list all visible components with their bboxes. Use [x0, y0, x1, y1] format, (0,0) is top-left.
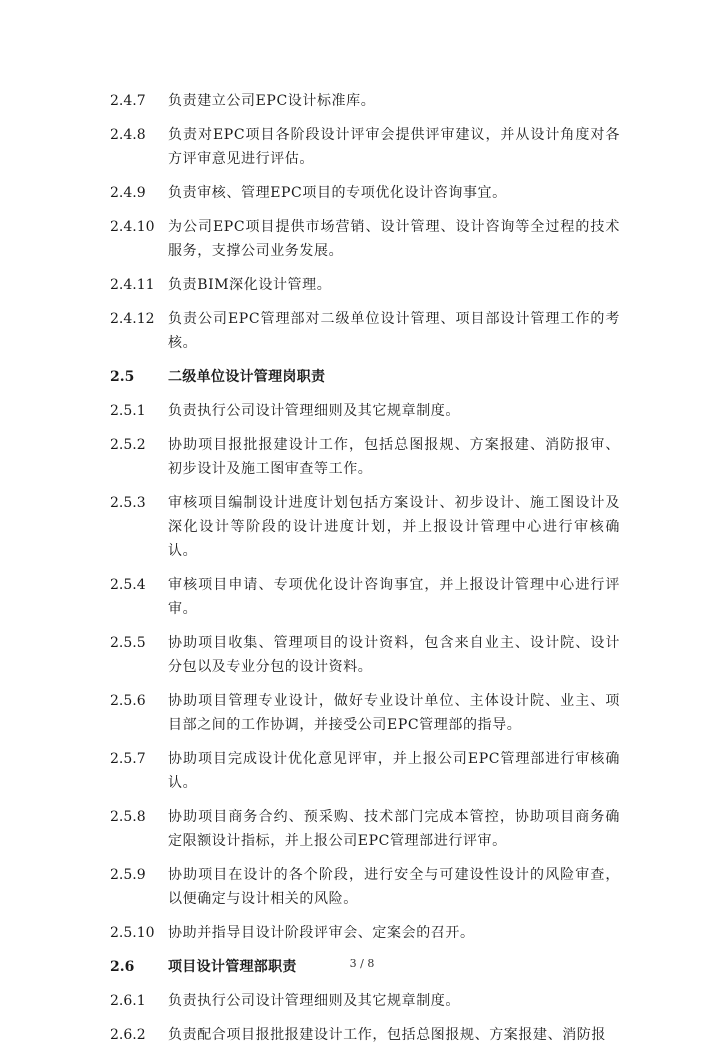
clause-number: 2.4.8	[110, 127, 146, 143]
clause-text: 审核项目编制设计进度计划包括方案设计、初步设计、施工图设计及深化设计等阶段的设计进度计划，并上报设计管理中心进行审核确认。	[168, 495, 620, 559]
clause-text: 协助项目商务合约、预采购、技术部门完成本管控，协助项目商务确定限额设计指标，并上报公司EPC管理部进行评审。	[168, 809, 620, 849]
clause-item	[110, 689, 620, 737]
clause-item	[110, 573, 620, 621]
clause-item	[110, 1023, 620, 1047]
clause-number: 2.4.10	[110, 219, 155, 235]
clause-number: 2.4.7	[110, 93, 146, 109]
clause-number: 2.5.4	[110, 577, 146, 593]
clause-text: 协助项目在设计的各个阶段，进行安全与可建设性设计的风险审查，以便确定与设计相关的风险。	[168, 867, 620, 907]
clause-text: 负责公司EPC管理部对二级单位设计管理、项目部设计管理工作的考核。	[168, 311, 620, 351]
clause-text: 负责对EPC项目各阶段设计评审会提供评审建议，并从设计角度对各方评审意见进行评估。	[168, 127, 620, 167]
clause-text: 协助项目收集、管理项目的设计资料，包含来自业主、设计院、设计分包以及专业分包的设计资料。	[168, 635, 620, 675]
clause-number: 2.5.8	[110, 809, 146, 825]
clause-item	[110, 307, 620, 355]
clause-text: 协助项目完成设计优化意见评审，并上报公司EPC管理部进行审核确认。	[168, 751, 620, 791]
clause-number: 2.6.1	[110, 993, 146, 1009]
clause-number: 2.5.7	[110, 751, 146, 767]
clause-text: 协助项目管理专业设计，做好专业设计单位、主体设计院、业主、项目部之间的工作协调，并接受公司EPC管理部的指导。	[168, 693, 620, 733]
clause-text: 为公司EPC项目提供市场营销、设计管理、设计咨询等全过程的技术服务，支撑公司业务发展。	[168, 219, 620, 259]
clause-item	[110, 631, 620, 679]
page-number: 3 / 8	[349, 957, 375, 970]
section-title: 项目设计管理部职责	[168, 959, 297, 975]
clause-item	[110, 123, 620, 171]
clause-item	[110, 399, 620, 423]
clause-number: 2.4.9	[110, 185, 146, 201]
clause-number: 2.4.11	[110, 277, 155, 293]
clause-number: 2.5.1	[110, 403, 146, 419]
clause-number: 2.5.3	[110, 495, 146, 511]
clause-item	[110, 863, 620, 911]
clause-list	[110, 89, 620, 1057]
clause-text: 负责BIM深化设计管理。	[168, 277, 332, 293]
clause-number: 2.5	[110, 369, 135, 385]
clause-item	[110, 805, 620, 853]
clause-text: 协助项目报批报建设计工作，包括总图报规、方案报建、消防报审、初步设计及施工图审查等工作。	[168, 437, 620, 477]
section-heading	[110, 365, 620, 389]
clause-text: 负责执行公司设计管理细则及其它规章制度。	[168, 993, 460, 1009]
clause-item	[110, 433, 620, 481]
clause-number: 2.5.2	[110, 437, 146, 453]
section-title: 二级单位设计管理岗职责	[168, 369, 326, 385]
clause-number: 2.6	[110, 959, 135, 975]
clause-text: 负责审核、管理EPC项目的专项优化设计咨询事宜。	[168, 185, 507, 201]
clause-item	[110, 273, 620, 297]
clause-item	[110, 89, 620, 113]
clause-text: 负责配合项目报批报建设计工作，包括总图报规、方案报建、消防报	[168, 1027, 606, 1043]
clause-item	[110, 989, 620, 1013]
clause-text: 审核项目申请、专项优化设计咨询事宜，并上报设计管理中心进行评审。	[168, 577, 620, 617]
clause-number: 2.5.9	[110, 867, 146, 883]
clause-text: 负责执行公司设计管理细则及其它规章制度。	[168, 403, 460, 419]
clause-item	[110, 181, 620, 205]
clause-number: 2.5.10	[110, 925, 155, 941]
clause-text: 负责建立公司EPC设计标准库。	[168, 93, 376, 109]
clause-number: 2.6.2	[110, 1027, 146, 1043]
clause-item	[110, 215, 620, 263]
clause-number: 2.5.6	[110, 693, 146, 709]
clause-number: 2.5.5	[110, 635, 146, 651]
clause-item	[110, 491, 620, 563]
clause-text: 协助并指导目设计阶段评审会、定案会的召开。	[168, 925, 475, 941]
clause-item	[110, 921, 620, 945]
clause-item	[110, 747, 620, 795]
clause-number: 2.4.12	[110, 311, 155, 327]
